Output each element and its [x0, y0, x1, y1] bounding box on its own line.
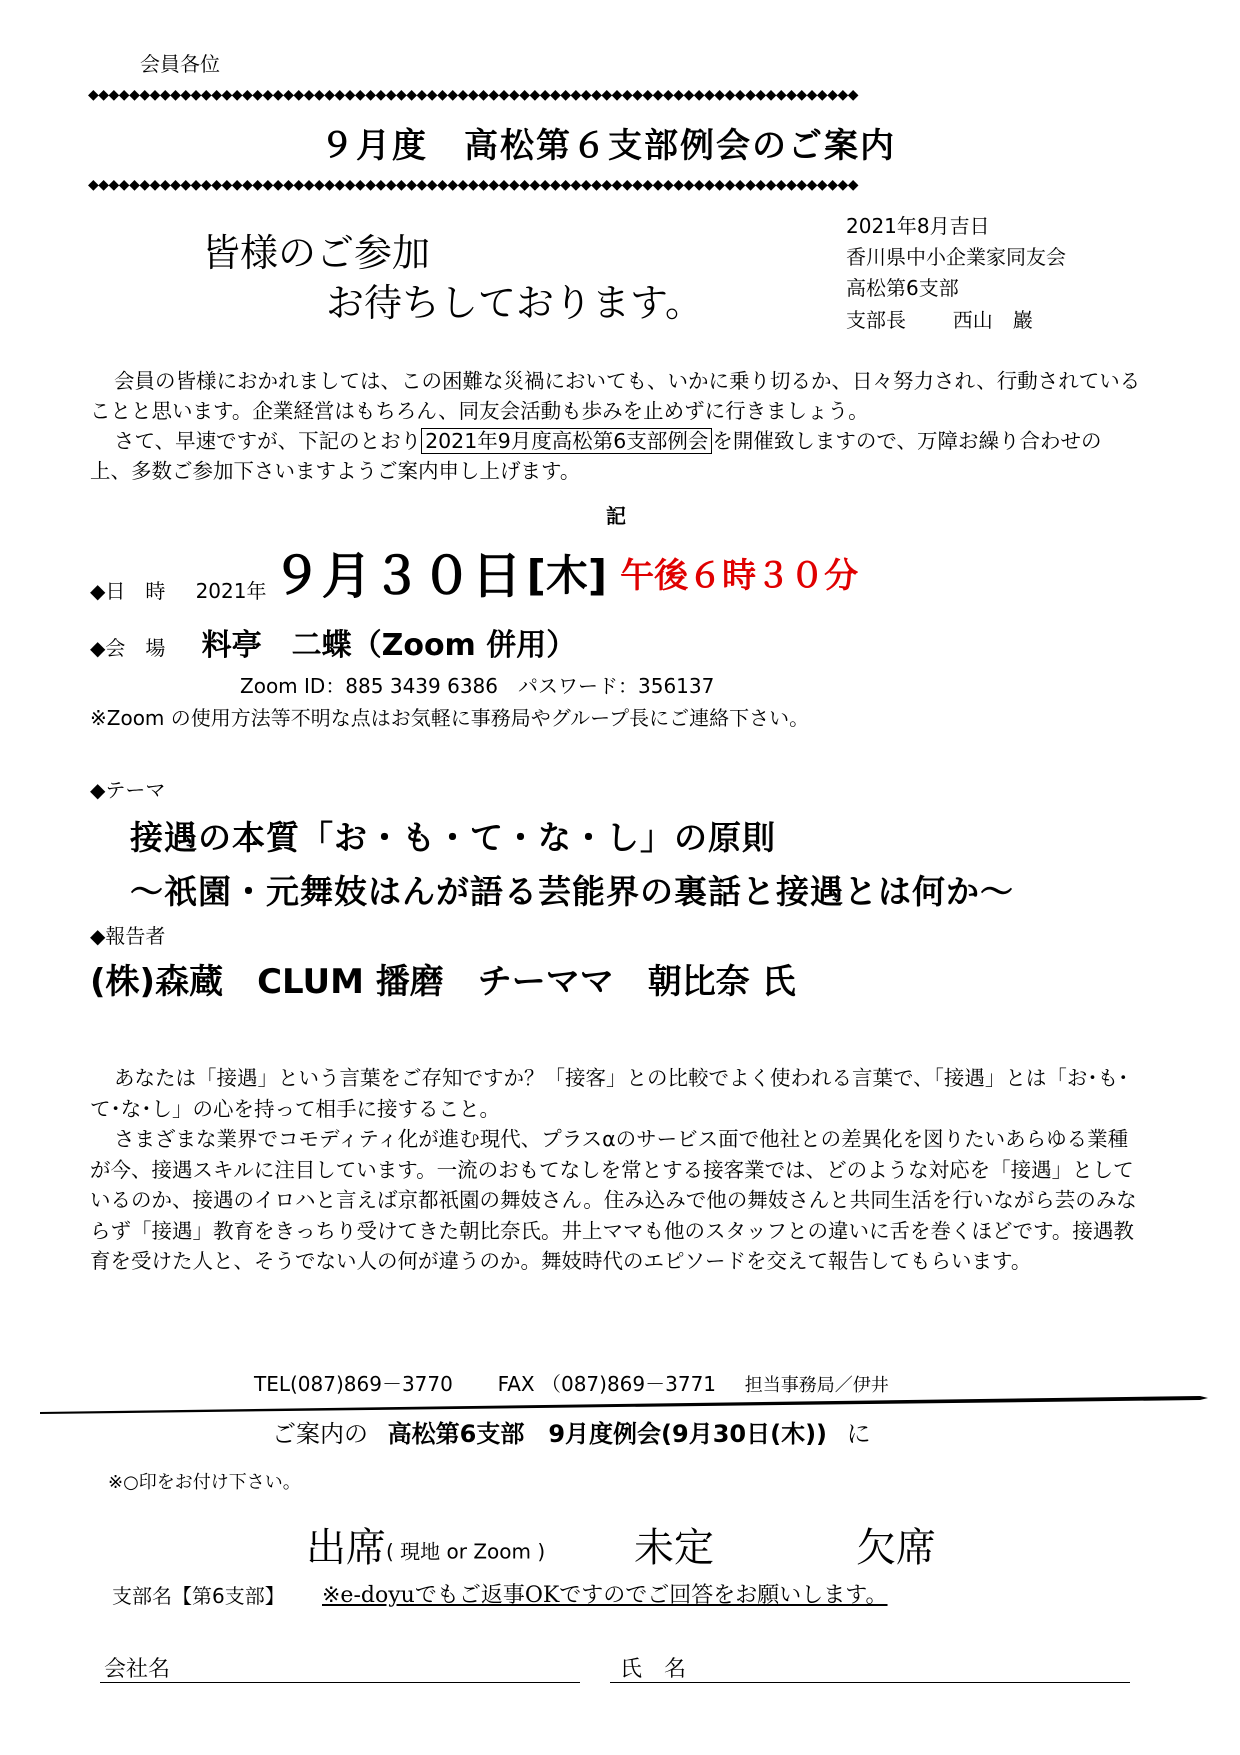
theme-line-1: 接遇の本質「お・も・て・な・し」の原則	[130, 818, 776, 857]
venue-label: ◆会 場	[90, 636, 166, 660]
event-datetime	[90, 548, 858, 608]
contact-tel: TEL(087)869－3770	[254, 1372, 453, 1396]
person-name-line[interactable]	[610, 1682, 1130, 1683]
ki-heading: 記	[606, 504, 626, 528]
sender-chief-name: 西山 巖	[952, 308, 1033, 332]
event-time: 午後６時３０分	[620, 556, 859, 596]
diamond-divider-bottom: ◆◆◆◆◆◆◆◆◆◆◆◆◆◆◆◆◆◆◆◆◆◆◆◆◆◆◆◆◆◆◆◆◆◆◆◆◆◆◆◆◆◆◆◆◆◆◆◆◆◆◆◆◆◆◆◆◆◆◆◆◆◆◆◆◆◆◆◆◆◆◆◆◆◆◆	[88, 177, 858, 193]
reporter-name: (株)森蔵 CLUM 播磨 チーママ 朝比奈 氏	[90, 962, 796, 1002]
description	[90, 1063, 1142, 1277]
diamond-divider-top: ◆◆◆◆◆◆◆◆◆◆◆◆◆◆◆◆◆◆◆◆◆◆◆◆◆◆◆◆◆◆◆◆◆◆◆◆◆◆◆◆◆◆◆◆◆◆◆◆◆◆◆◆◆◆◆◆◆◆◆◆◆◆◆◆◆◆◆◆◆◆◆◆◆◆◆	[88, 87, 858, 103]
reply-prefix: ご案内の	[272, 1420, 368, 1448]
intro	[90, 366, 1142, 486]
reply-event: 高松第6支部 9月度例会(9月30日(木))	[387, 1420, 828, 1448]
reply-suffix: に	[846, 1420, 871, 1448]
contact-line	[254, 1368, 889, 1397]
boxed-event-name: 2021年9月度高松第6支部例会	[421, 428, 712, 454]
event-venue	[90, 620, 576, 664]
option-absent[interactable]: 欠席	[856, 1525, 936, 1571]
event-year: 2021年	[195, 579, 267, 603]
sender-org: 香川県中小企業家同友会	[846, 245, 1066, 269]
intro-paragraph-2: さて、早速ですが、下記のとおり 2021年9月度高松第6支部例会 を開催致しますので、万障お繰り合わせの上、多数ご参加下さいますようご案内申し上げます。	[90, 429, 1102, 483]
addressee: 会員各位	[140, 52, 220, 76]
sender-chief-title: 支部長	[846, 308, 906, 332]
venue-name: 料亭 二蝶（Zoom 併用）	[201, 628, 577, 663]
event-weekday: [木]	[526, 551, 608, 600]
event-date: ９月３０日	[271, 547, 522, 605]
contact-fax: FAX （087)869－3771	[497, 1372, 717, 1396]
option-attend[interactable]	[306, 1516, 545, 1573]
sender-branch: 高松第6支部	[846, 276, 959, 300]
edoyu-note: ※e-doyuでもご返事OKですのでご回答をお願いします。	[322, 1583, 888, 1608]
reporter-label: ◆報告者	[90, 924, 166, 948]
branch-label: 支部名【第6支部】	[112, 1584, 285, 1608]
greeting-line-2: お待ちしております。	[326, 281, 703, 325]
greeting-line-1: 皆様のご参加	[202, 231, 431, 275]
option-undecided[interactable]: 未定	[634, 1525, 714, 1571]
zoom-info: Zoom ID：885 3439 6386 パスワード：356137	[240, 674, 715, 698]
company-label: 会社名	[104, 1657, 171, 1682]
attend-mode: ( 現地 or Zoom )	[386, 1539, 546, 1564]
reply-header	[272, 1414, 871, 1449]
description-paragraph-1: あなたは「接遇」という言葉をご存知ですか？「接客」との比較でよく使われる言葉で、「接遇」とは「お･も･て･な･し」の心を持って相手に接すること。	[90, 1066, 1129, 1121]
contact-staff: 担当事務局／伊井	[744, 1375, 889, 1396]
intro-paragraph-1: 会員の皆様におかれましては、この困難な災禍においても、いかに乗り切るか、日々努力され、行動されていることと思います。企業経営はもちろん、同友会活動も歩みを止めずに行きましょう。	[90, 369, 1141, 423]
reply-instruction: ※○印をお付け下さい。	[108, 1472, 301, 1493]
theme-label: ◆テーマ	[90, 778, 166, 802]
attend-label: 出席	[306, 1525, 386, 1571]
sender-date: 2021年8月吉日	[846, 214, 990, 238]
zoom-note: ※Zoom の使用方法等不明な点はお気軽に事務局やグループ長にご連絡下さい。	[90, 706, 810, 730]
theme-line-2: ～祇園・元舞妓はんが語る芸能界の裏話と接遇とは何か～	[130, 872, 1014, 911]
date-label: ◆日 時	[90, 579, 166, 603]
name-label: 氏 名	[620, 1657, 687, 1682]
company-name-line[interactable]	[100, 1682, 580, 1683]
document-title: ９月度 高松第６支部例会のご案内	[320, 126, 896, 166]
reply-separator	[40, 1394, 1210, 1414]
description-paragraph-2: さまざまな業界でコモディティ化が進む現代、プラスαのサービス面で他社との差異化を図りたいあらゆる業種が今、接遇スキルに注目しています。一流のおもてなしを常とする接客業では、どのような対応を「接遇」としているのか、接遇のイロハと言えば京都祇園の舞妓さん。住み込みで他の舞妓さんと共同生活を行いながら芸のみならず「接遇」教育をきっちり受けてきた朝比奈氏。井上ママも他のスタッフとの違いに舌を巻くほどです。接遇教育を受けた人と、そうでない人の何が違うのか。舞妓時代のエピソードを交えて報告してもらいます。	[90, 1127, 1137, 1273]
